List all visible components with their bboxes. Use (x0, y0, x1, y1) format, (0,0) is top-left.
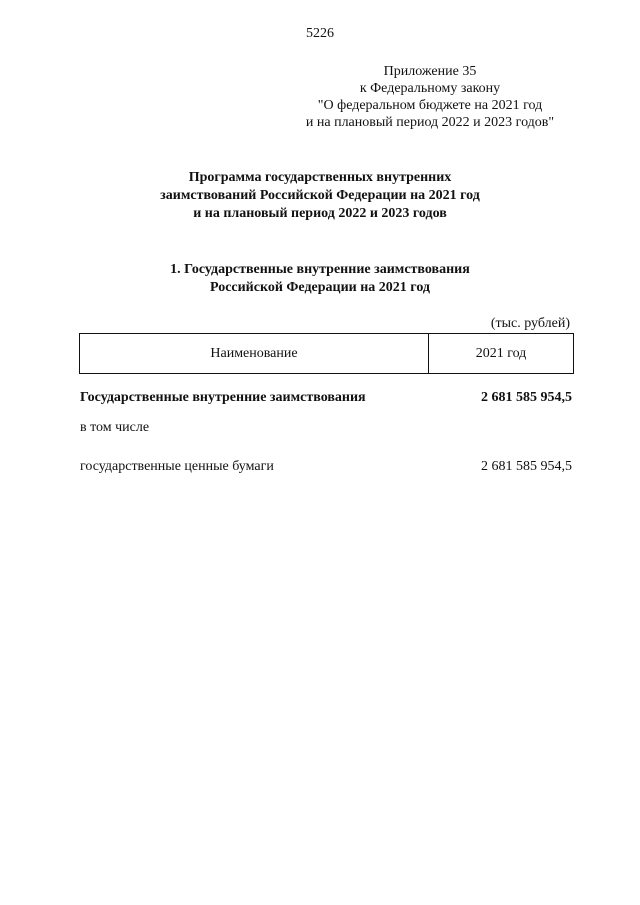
table-header (79, 333, 574, 374)
section-title (0, 261, 640, 297)
program-title-line: заимствований Российской Федерации на 2021 год (160, 188, 480, 203)
row-name: в том числе (80, 420, 150, 435)
row-name: государственные ценные бумаги (80, 459, 274, 474)
appendix-reference (270, 63, 590, 131)
appendix-line: Приложение 35 (383, 64, 477, 79)
appendix-line: и на плановый период 2022 и 2023 годов" (305, 115, 555, 130)
table-row (80, 459, 572, 475)
program-title-line: Программа государственных внутренних (188, 170, 452, 185)
row-value: 2 681 585 954,5 (481, 390, 572, 405)
row-value: 2 681 585 954,5 (481, 459, 572, 474)
page-number: 5226 (306, 26, 334, 41)
table-row (80, 390, 572, 406)
program-title-line: и на плановый период 2022 и 2023 годов (193, 206, 447, 221)
section-title-line: Российской Федерации на 2021 год (209, 280, 430, 295)
units-label: (тыс. рублей) (490, 316, 570, 331)
column-header-name: Наименование (80, 334, 429, 373)
table-row (80, 420, 572, 436)
section-title-line: 1. Государственные внутренние заимствования (170, 262, 470, 277)
program-title (0, 169, 640, 223)
appendix-line: "О федеральном бюджете на 2021 год (317, 98, 543, 113)
appendix-line: к Федеральному закону (359, 81, 501, 96)
row-name: Государственные внутренние заимствования (80, 390, 366, 405)
column-header-year: 2021 год (475, 345, 527, 361)
